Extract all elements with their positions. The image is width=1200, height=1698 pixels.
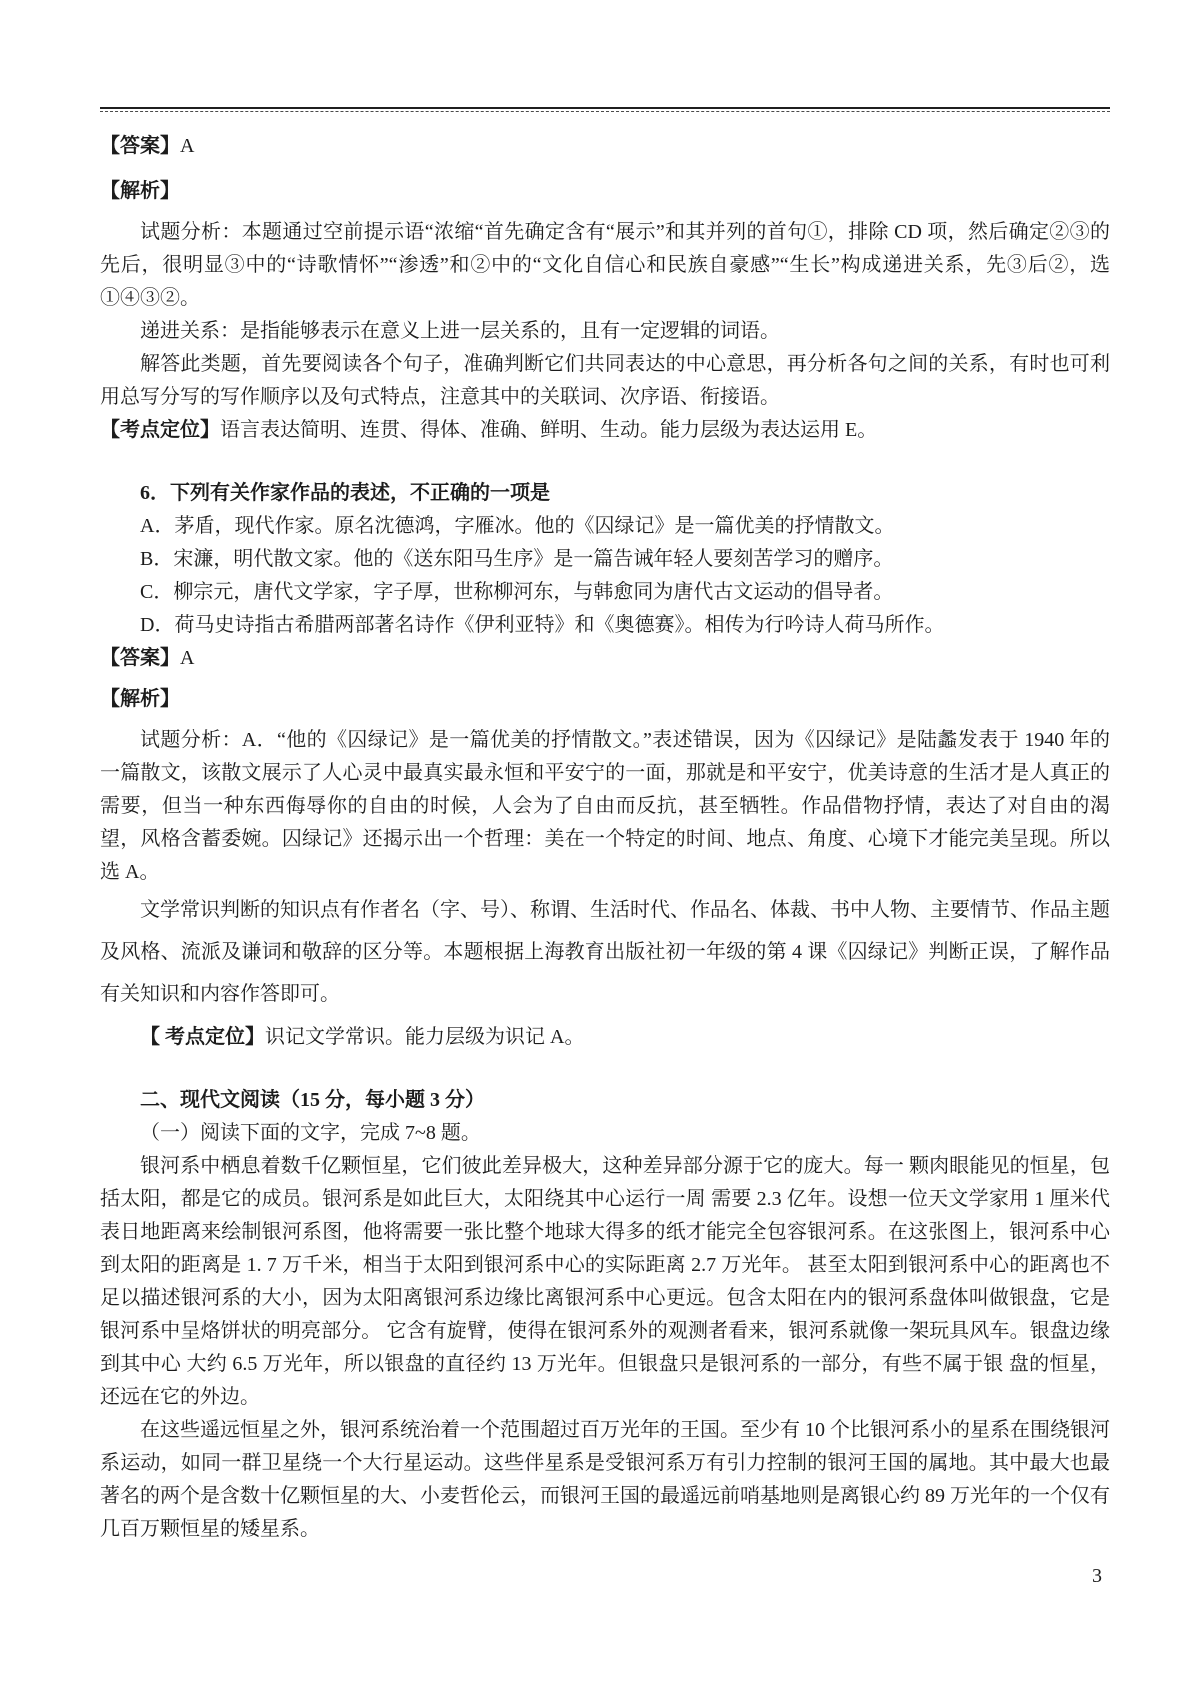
- exam-point-label: 【 考点定位】: [140, 1026, 265, 1048]
- analysis-heading-q6: 【解析】: [100, 688, 180, 710]
- section-2-heading: 二、现代文阅读（15 分，每小题 3 分）: [140, 1089, 485, 1111]
- exam-point-text: 语言表达简明、连贯、得体、准确、鲜明、生动。能力层级为表达运用 E。: [220, 419, 878, 441]
- analysis-paragraph-q6-2: 文学常识判断的知识点有作者名（字、号）、称谓、生活时代、作品名、体裁、书中人物、主要情节、作品主题及风格、流派及谦词和敬辞的区分等。本题根据上海教育出版社初一年级的第 4 课《囚绿记》判断正误，了解作品有关知识和内容作答即可。: [100, 899, 1110, 1005]
- analysis-heading-q5: 【解析】: [100, 180, 180, 202]
- exam-point-text: 识记文学常识。能力层级为识记 A。: [265, 1026, 585, 1048]
- reading-passage-paragraph-1: 银河系中栖息着数千亿颗恒星，它们彼此差异极大，这种差异部分源于它的庞大。每一 颗肉眼能见的恒星，包括太阳，都是它的成员。银河系是如此巨大，太阳绕其中心运行一周 需要 2.3 亿年。设想一位天文学家用 1 厘米代表日地距离来绘制银河系图，他将需要一张比整个地球大得多的纸才能完全包容银河系。在这张图上，银河系中心到太阳的距离是 1. 7 万千米，相当于太阳到银河系中心的实际距离 2.7 万光年。 甚至太阳到银河系中心的距离也不足以描述银河系的大小，因为太阳离银河系边缘比离银河系中心更远。包含太阳在内的银河系盘体叫做银盘，它是银河系中呈烙饼状的明亮部分。 它含有旋臂，使得在银河系外的观测者看来，银河系就像一架玩具风车。银盘边缘到其中心 大约 6.5 万光年，所以银盘的直径约 13 万光年。但银盘只是银河系的一部分，有些不属于银 盘的恒星，还远在它的外边。: [100, 1155, 1110, 1408]
- answer-value: A: [180, 135, 195, 157]
- answer-label: 【答案】: [100, 647, 180, 669]
- answer-value: A: [180, 647, 195, 669]
- exam-point-line-q5: [100, 414, 1110, 447]
- analysis-paragraph-2: 递进关系：是指能够表示在意义上进一层关系的，且有一定逻辑的词语。: [140, 320, 780, 342]
- analysis-paragraph-q6-1: 试题分析：A．“他的《囚绿记》是一篇优美的抒情散文。”表述错误，因为《囚绿记》是陆蠡发表于 1940 年的一篇散文，该散文展示了人心灵中最真实最永恒和平安宁的一面，那就是和平安宁，优美诗意的生活才是人真正的需要，但当一种东西侮辱你的自由的时候，人会为了自由而反抗，甚至牺牲。作品借物抒情，表达了对自由的渴望，风格含蓄委婉。囚绿记》还揭示出一个哲理：美在一个特定的时间、地点、角度、心境下才能完美呈现。所以选 A。: [100, 729, 1110, 883]
- exam-point-line-q6: [100, 1021, 1110, 1054]
- page-content: [100, 0, 1110, 1546]
- question-6-option-a: A．茅盾，现代作家。原名沈德鸿，字雁冰。他的《囚绿记》是一篇优美的抒情散文。: [140, 515, 895, 537]
- analysis-paragraph-1: 试题分析：本题通过空前提示语“浓缩“首先确定含有“展示”和其并列的首句①，排除 CD 项，然后确定②③的先后，很明显③中的“诗歌情怀”“渗透”和②中的“文化自信心和民族自豪感”“生长”构成递进关系，先③后②，选①④③②。: [100, 221, 1110, 309]
- exam-point-label: 【考点定位】: [100, 419, 220, 441]
- analysis-paragraph-3: 解答此类题，首先要阅读各个句子，准确判断它们共同表达的中心意思，再分析各句之间的关系，有时也可利用总写分写的写作顺序以及句式特点，注意其中的关联词、次序语、衔接语。: [100, 353, 1110, 408]
- question-6-option-b: B．宋濂，明代散文家。他的《送东阳马生序》是一篇告诫年轻人要刻苦学习的赠序。: [140, 548, 894, 570]
- question-6-stem: 6．下列有关作家作品的表述，不正确的一项是: [140, 482, 550, 504]
- header-divider-line: [100, 107, 1110, 112]
- question-6-option-d: D．荷马史诗指古希腊两部著名诗作《伊利亚特》和《奥德赛》。相传为行吟诗人荷马所作。: [140, 614, 945, 636]
- answer-line-q5: [100, 130, 1110, 163]
- answer-line-q6: [100, 642, 1110, 675]
- answer-label: 【答案】: [100, 135, 180, 157]
- section-2-intro: （一）阅读下面的文字，完成 7~8 题。: [140, 1122, 481, 1144]
- page-number: 3: [1092, 1565, 1102, 1587]
- question-6-option-c: C．柳宗元，唐代文学家，字子厚，世称柳河东，与韩愈同为唐代古文运动的倡导者。: [140, 581, 894, 603]
- reading-passage-paragraph-2: 在这些遥远恒星之外，银河系统治着一个范围超过百万光年的王国。至少有 10 个比银河系小的星系在围绕银河系运动，如同一群卫星绕一个大行星运动。这些伴星系是受银河系万有引力控制的银河王国的属地。其中最大也最著名的两个是含数十亿颗恒星的大、小麦哲伦云，而银河王国的最遥远前哨基地则是离银心约 89 万光年的一个仅有几百万颗恒星的矮星系。: [100, 1419, 1110, 1540]
